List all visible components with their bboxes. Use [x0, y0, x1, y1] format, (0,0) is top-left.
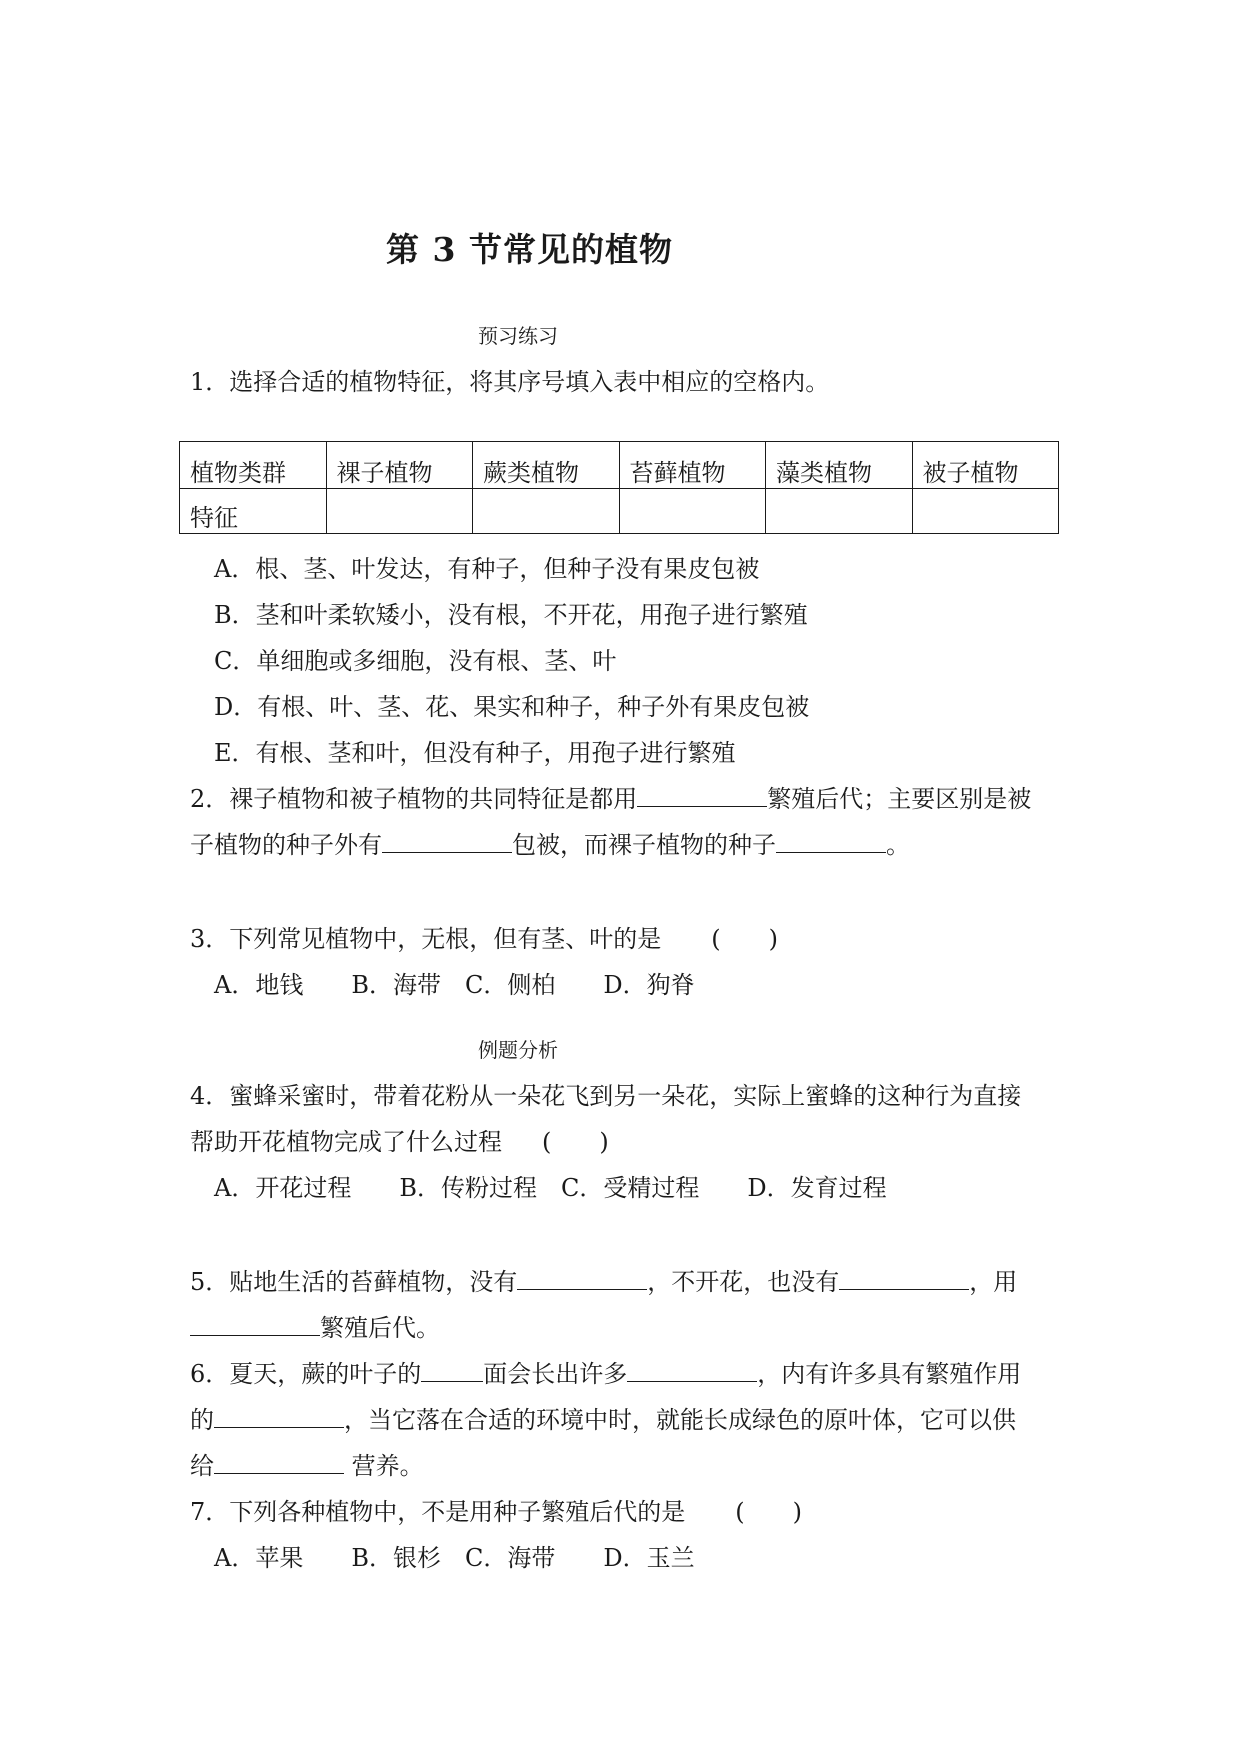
- answer-parentheses[interactable]: ( ): [542, 1128, 609, 1156]
- question-3-option-a: A．地钱: [214, 971, 304, 999]
- answer-blank[interactable]: [190, 1311, 320, 1336]
- question-1-option-e: E．有根、茎和叶，但没有种子，用孢子进行繁殖: [214, 739, 736, 767]
- answer-parentheses[interactable]: ( ): [711, 925, 779, 953]
- question-4-options: [214, 1168, 887, 1203]
- section-preview-heading: 预习练习: [478, 324, 558, 348]
- question-4-option-d: D．发育过程: [747, 1174, 887, 1202]
- question-2-text: 包被，而裸子植物的种子: [512, 831, 776, 859]
- table-header-cell: 苔藓植物: [619, 442, 766, 489]
- table-answer-cell[interactable]: [912, 489, 1059, 534]
- table-header-cell: 植物类群: [180, 442, 327, 489]
- question-1-option-c: C．单细胞或多细胞，没有根、茎、叶: [214, 647, 617, 675]
- question-2-text: 2．裸子植物和被子植物的共同特征是都用: [190, 785, 638, 813]
- answer-blank[interactable]: [214, 1449, 344, 1474]
- question-5-text: 5．贴地生活的苔藓植物，没有: [190, 1268, 518, 1296]
- table-header-cell: 蕨类植物: [473, 442, 620, 489]
- question-3-text: 3．下列常见植物中，无根，但有茎、叶的是: [190, 925, 662, 953]
- question-6-text: 给: [190, 1452, 214, 1480]
- question-3-stem: [190, 919, 778, 954]
- table-header-row: [180, 442, 1059, 489]
- question-6-text: 6．夏天，蕨的叶子的: [190, 1360, 422, 1388]
- answer-blank[interactable]: [382, 828, 512, 853]
- question-1-stem: 1．选择合适的植物特征，将其序号填入表中相应的空格内。: [190, 368, 830, 396]
- question-7-option-d: D．玉兰: [603, 1544, 695, 1572]
- answer-blank[interactable]: [421, 1357, 483, 1382]
- answer-blank[interactable]: [776, 828, 886, 853]
- question-3-option-b: B．海带: [351, 971, 441, 999]
- question-2-line-2: [190, 825, 910, 860]
- question-3-options: [214, 965, 695, 1000]
- answer-blank[interactable]: [627, 1357, 757, 1382]
- question-3-option-d: D．狗脊: [603, 971, 695, 999]
- question-1-option-b: B．茎和叶柔软矮小，没有根，不开花，用孢子进行繁殖: [214, 601, 808, 629]
- question-2-text: 。: [886, 831, 910, 859]
- question-6-text: ，内有许多具有繁殖作用: [757, 1360, 1022, 1388]
- table-answer-cell[interactable]: [766, 489, 913, 534]
- question-4-text: 帮助开花植物完成了什么过程: [190, 1128, 502, 1156]
- question-4-line-2: [190, 1122, 609, 1157]
- question-5-line-2: [190, 1308, 440, 1343]
- table-row-label: 特征: [180, 489, 327, 534]
- question-6-text: 的: [190, 1406, 214, 1434]
- question-4-option-b: B．传粉过程: [399, 1174, 537, 1202]
- table-header-cell: 藻类植物: [766, 442, 913, 489]
- question-5-text: ，不开花，也没有: [647, 1268, 840, 1296]
- answer-blank[interactable]: [214, 1403, 344, 1428]
- question-2-text: 繁殖后代；主要区别是被: [767, 785, 1032, 813]
- question-1-option-a: A．根、茎、叶发达，有种子，但种子没有果皮包被: [214, 555, 760, 583]
- question-5-text: ，用: [969, 1268, 1018, 1296]
- table-header-cell: 裸子植物: [326, 442, 473, 489]
- section-example-heading: 例题分析: [478, 1038, 558, 1062]
- question-4-line-1: 4．蜜蜂采蜜时，带着花粉从一朵花飞到另一朵花，实际上蜜蜂的这种行为直接: [190, 1082, 1022, 1110]
- question-6-line-3: [190, 1446, 424, 1481]
- question-6-text: 面会长出许多: [483, 1360, 628, 1388]
- question-7-option-a: A．苹果: [214, 1544, 304, 1572]
- answer-blank[interactable]: [839, 1265, 969, 1290]
- question-2-line-1: [190, 779, 1031, 814]
- question-7-text: 7．下列各种植物中，不是用种子繁殖后代的是: [190, 1498, 686, 1526]
- question-6-line-2: [190, 1400, 1016, 1435]
- question-6-text: 营养。: [344, 1452, 424, 1480]
- question-1-option-d: D．有根、叶、茎、花、果实和种子，种子外有果皮包被: [214, 693, 810, 721]
- table-header-cell: 被子植物: [912, 442, 1059, 489]
- answer-blank[interactable]: [637, 782, 767, 807]
- table-answer-cell[interactable]: [473, 489, 620, 534]
- question-7-stem: [190, 1492, 802, 1527]
- question-7-options: [214, 1538, 695, 1573]
- question-7-option-b: B．银杉: [351, 1544, 441, 1572]
- question-6-text: ，当它落在合适的环境中时，就能长成绿色的原叶体，它可以供: [344, 1406, 1016, 1434]
- page-title: 第 3 节常见的植物: [386, 230, 673, 269]
- question-7-option-c: C．海带: [464, 1544, 556, 1572]
- question-5-text: 繁殖后代。: [320, 1314, 440, 1342]
- question-4-option-c: C．受精过程: [560, 1174, 700, 1202]
- table-answer-cell[interactable]: [619, 489, 766, 534]
- question-3-option-c: C．侧柏: [464, 971, 556, 999]
- table-feature-row: [180, 489, 1059, 534]
- answer-parentheses[interactable]: ( ): [735, 1498, 803, 1526]
- answer-blank[interactable]: [517, 1265, 647, 1290]
- question-2-text: 子植物的种子外有: [190, 831, 382, 859]
- plant-feature-table: [179, 441, 1059, 534]
- question-5-line-1: [190, 1262, 1017, 1297]
- question-4-option-a: A．开花过程: [214, 1174, 352, 1202]
- table-answer-cell[interactable]: [326, 489, 473, 534]
- question-6-line-1: [190, 1354, 1021, 1389]
